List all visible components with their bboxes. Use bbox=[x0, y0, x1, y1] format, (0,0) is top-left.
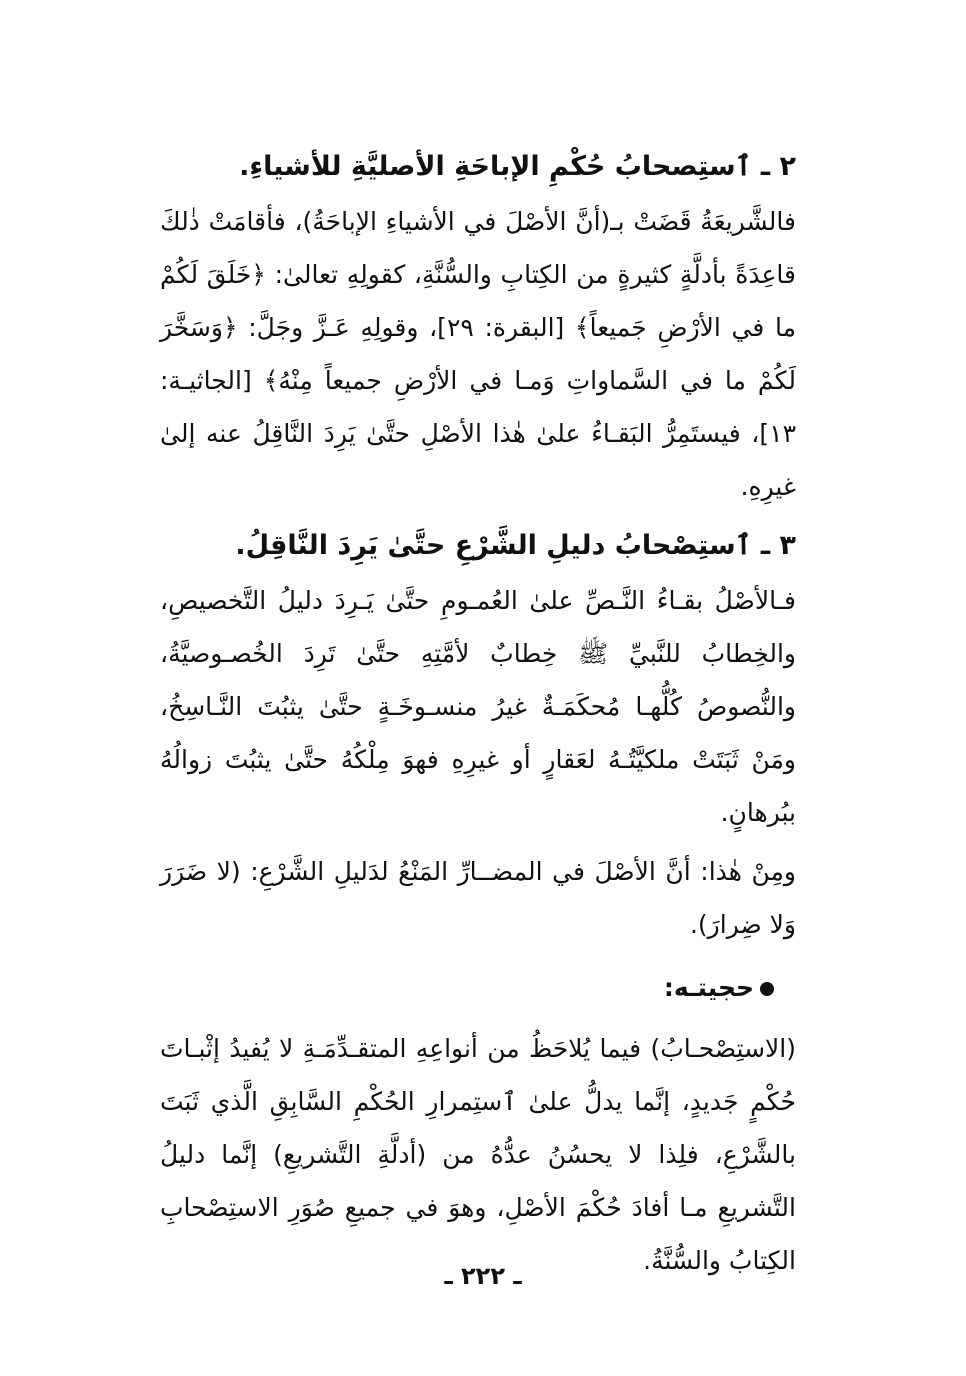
section-3 bbox=[160, 519, 796, 951]
section-2 bbox=[160, 140, 796, 513]
authority-paragraph: (الاستِصْحـابُ) فيما يُلاحَظُ من أنواعِهِ المتقـدِّمَـةِ لا يُفيدُ إثْبـاتَ حُكْمٍ جَديدٍ، إنَّما يدلُّ علىٰ ٱستِمرارِ الحُكْمِ السَّابِقِ الَّذي ثَبَتَ بالشَّرْعِ، فلِذا لا يحسُنُ عدُّهُ من (أدلَّةِ التَّشريعِ) إنَّما دليلُ التَّشريعِ مـا أفادَ حُكْمَ الأصْلِ، وهوَ في جميعِ صُوَرِ الاستِصْحابِ الكِتابُ والسُّنَّةُ. bbox=[160, 1034, 796, 1275]
section-3-paragraph-1: فـالأصْلُ بقـاءُ النَّـصِّ علىٰ العُمـومِ حتَّىٰ يَـرِدَ دليلُ التَّخصيصِ، والخِطابُ للنَّبيِّ ﷺ خِطابٌ لأمَّتِهِ حتَّىٰ تَرِدَ الخُصـوصيَّةُ، والنُّصوصُ كُلُّهـا مُحكَمَـةٌ غيرُ منسـوخَـةٍ حتَّىٰ يثبُتَ النَّـاسِخُ، ومَنْ ثَبَتَتْ ملكيَّتُـهُ لعَقارٍ أو غيرِهِ فهوَ مِلْكُهُ حتَّىٰ يثبُتَ زوالُهُ ببُرهانٍ. bbox=[160, 586, 796, 827]
section-3-paragraph-2: ومِنْ هٰذا: أنَّ الأصْلَ في المضــارِّ المَنْعُ لدَليلِ الشَّرْعِ: (لا ضَرَرَ وَلا ضِرارَ). bbox=[160, 857, 796, 939]
page-number: ـ ٢٢٢ ـ bbox=[444, 1262, 522, 1290]
section-2-paragraph: فالشَّريعَةُ قَضَتْ بـ(أنَّ الأصْلَ في الأشياءِ الإباحَةُ)، فأقامَتْ ذٰلكَ قاعِدَةً بأدلَّةٍ كثيرةٍ من الكِتابِ والسُّنَّةِ، كقولِهِ تعالىٰ: ﴿خَلَقَ لَكُمْ ما في الأرْضِ جَميعاً﴾ [البقرة: ٢٩]، وقولِهِ عَـزَّ وجَلَّ: ﴿وَسَخَّرَ لَكُمْ ما في السَّماواتِ وَمـا في الأرْضِ جميعاً مِنْهُ﴾ [الجاثيـة: ١٣]، فيستَمِرُّ البَقـاءُ علىٰ هٰذا الأصْلِ حتَّىٰ يَرِدَ النَّاقِلُ عنه إلىٰ غيرِهِ. bbox=[160, 207, 796, 501]
authority-heading-text: حجيتـه: bbox=[663, 973, 754, 1002]
authority-section bbox=[160, 961, 796, 1287]
bullet-dot-icon bbox=[760, 982, 774, 996]
page-content bbox=[160, 140, 796, 1293]
section-2-heading: ٢ ـ ٱستِصحابُ حُكْمِ الإباحَةِ الأصليَّةِ للأشياءِ. bbox=[239, 151, 796, 182]
authority-heading bbox=[160, 961, 796, 1014]
section-3-heading: ٣ ـ ٱستِصْحابُ دليلِ الشَّرْعِ حتَّىٰ يَرِدَ النَّاقِلُ. bbox=[235, 530, 796, 561]
